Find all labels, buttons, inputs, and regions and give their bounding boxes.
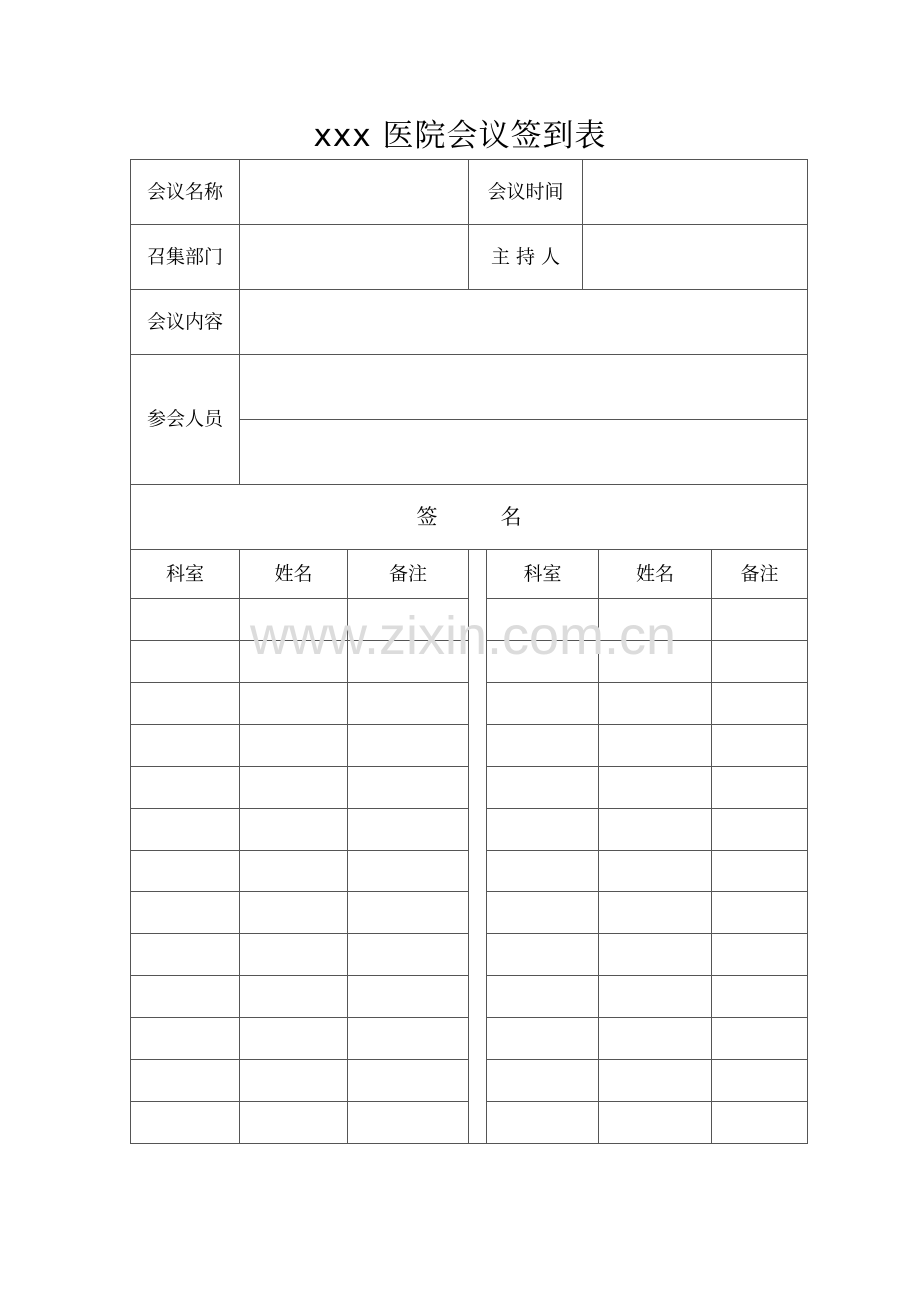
left-dept-cell[interactable] — [131, 767, 239, 808]
meeting-name-label: 会议名称 — [146, 180, 223, 203]
right-dept-cell[interactable] — [487, 892, 598, 933]
right-remark-cell[interactable] — [712, 809, 807, 850]
right-remark-cell[interactable] — [712, 892, 807, 933]
right-name-cell[interactable] — [599, 976, 711, 1017]
right-name-cell[interactable] — [599, 809, 711, 850]
right-col-name-header: 姓名 — [635, 562, 674, 585]
left-remark-cell[interactable] — [348, 809, 468, 850]
left-remark-cell[interactable] — [348, 892, 468, 933]
left-dept-cell[interactable] — [131, 683, 239, 724]
table-rule — [130, 1143, 808, 1144]
right-remark-cell[interactable] — [712, 1018, 807, 1059]
left-remark-cell[interactable] — [348, 1018, 468, 1059]
table-rule — [807, 159, 808, 1144]
right-dept-cell[interactable] — [487, 1018, 598, 1059]
right-remark-cell[interactable] — [712, 767, 807, 808]
left-dept-cell[interactable] — [131, 641, 239, 682]
right-name-cell[interactable] — [599, 683, 711, 724]
page-title: xxx 医院会议签到表 — [313, 118, 607, 154]
watermark: www.zixin.com.cn — [249, 606, 677, 666]
right-dept-cell[interactable] — [487, 599, 598, 640]
host-label: 主 持 人 — [490, 245, 561, 268]
left-remark-cell[interactable] — [348, 725, 468, 766]
right-name-cell[interactable] — [599, 767, 711, 808]
right-remark-cell[interactable] — [712, 599, 807, 640]
left-remark-cell[interactable] — [348, 1102, 468, 1143]
left-name-cell[interactable] — [240, 976, 347, 1017]
left-remark-cell[interactable] — [348, 767, 468, 808]
right-name-cell[interactable] — [599, 892, 711, 933]
right-dept-cell[interactable] — [487, 809, 598, 850]
left-remark-cell[interactable] — [348, 934, 468, 975]
left-name-cell[interactable] — [240, 892, 347, 933]
right-dept-cell[interactable] — [487, 725, 598, 766]
right-remark-cell[interactable] — [712, 725, 807, 766]
right-name-cell[interactable] — [599, 1102, 711, 1143]
left-name-cell[interactable] — [240, 641, 347, 682]
left-remark-cell[interactable] — [348, 641, 468, 682]
signature-header: 签 名 — [416, 504, 522, 529]
meeting-name-field[interactable] — [240, 160, 468, 224]
left-dept-cell[interactable] — [131, 934, 239, 975]
left-remark-cell[interactable] — [348, 851, 468, 891]
left-name-cell[interactable] — [240, 1018, 347, 1059]
meeting-content-field[interactable] — [240, 290, 807, 354]
left-remark-cell[interactable] — [348, 1060, 468, 1101]
attendees-field-1[interactable] — [240, 355, 807, 419]
right-name-cell[interactable] — [599, 1018, 711, 1059]
right-dept-cell[interactable] — [487, 976, 598, 1017]
left-name-cell[interactable] — [240, 934, 347, 975]
right-remark-cell[interactable] — [712, 1060, 807, 1101]
host-field[interactable] — [583, 225, 807, 289]
right-col-remark-header: 备注 — [740, 562, 779, 585]
attendees-label: 参会人员 — [146, 408, 223, 430]
right-name-cell[interactable] — [599, 599, 711, 640]
right-dept-cell[interactable] — [487, 767, 598, 808]
right-col-dept-header: 科室 — [523, 562, 562, 585]
left-name-cell[interactable] — [240, 599, 347, 640]
right-remark-cell[interactable] — [712, 851, 807, 891]
left-col-dept-header: 科室 — [165, 562, 204, 585]
right-dept-cell[interactable] — [487, 851, 598, 891]
left-name-cell[interactable] — [240, 767, 347, 808]
left-name-cell[interactable] — [240, 851, 347, 891]
left-remark-cell[interactable] — [348, 683, 468, 724]
convening-dept-field[interactable] — [240, 225, 468, 289]
right-remark-cell[interactable] — [712, 641, 807, 682]
right-remark-cell[interactable] — [712, 934, 807, 975]
left-dept-cell[interactable] — [131, 599, 239, 640]
left-dept-cell[interactable] — [131, 725, 239, 766]
right-name-cell[interactable] — [599, 725, 711, 766]
convening-dept-label: 召集部门 — [146, 245, 223, 268]
left-dept-cell[interactable] — [131, 809, 239, 850]
left-name-cell[interactable] — [240, 725, 347, 766]
left-dept-cell[interactable] — [131, 976, 239, 1017]
left-col-remark-header: 备注 — [388, 562, 427, 585]
right-remark-cell[interactable] — [712, 1102, 807, 1143]
left-remark-cell[interactable] — [348, 976, 468, 1017]
meeting-time-field[interactable] — [583, 160, 807, 224]
left-dept-cell[interactable] — [131, 851, 239, 891]
right-dept-cell[interactable] — [487, 934, 598, 975]
left-dept-cell[interactable] — [131, 892, 239, 933]
attendees-field-2[interactable] — [240, 420, 807, 484]
right-name-cell[interactable] — [599, 1060, 711, 1101]
left-name-cell[interactable] — [240, 1060, 347, 1101]
right-name-cell[interactable] — [599, 934, 711, 975]
meeting-time-label: 会议时间 — [487, 180, 564, 203]
left-name-cell[interactable] — [240, 1102, 347, 1143]
left-col-name-header: 姓名 — [274, 562, 313, 585]
right-dept-cell[interactable] — [487, 1102, 598, 1143]
left-name-cell[interactable] — [240, 809, 347, 850]
left-remark-cell[interactable] — [348, 599, 468, 640]
left-name-cell[interactable] — [240, 683, 347, 724]
table-rule — [468, 549, 469, 1144]
right-dept-cell[interactable] — [487, 683, 598, 724]
right-remark-cell[interactable] — [712, 683, 807, 724]
right-dept-cell[interactable] — [487, 641, 598, 682]
left-dept-cell[interactable] — [131, 1060, 239, 1101]
left-dept-cell[interactable] — [131, 1018, 239, 1059]
right-name-cell[interactable] — [599, 851, 711, 891]
right-name-cell[interactable] — [599, 641, 711, 682]
left-dept-cell[interactable] — [131, 1102, 239, 1143]
meeting-content-label: 会议内容 — [146, 310, 223, 333]
right-remark-cell[interactable] — [712, 976, 807, 1017]
right-dept-cell[interactable] — [487, 1060, 598, 1101]
